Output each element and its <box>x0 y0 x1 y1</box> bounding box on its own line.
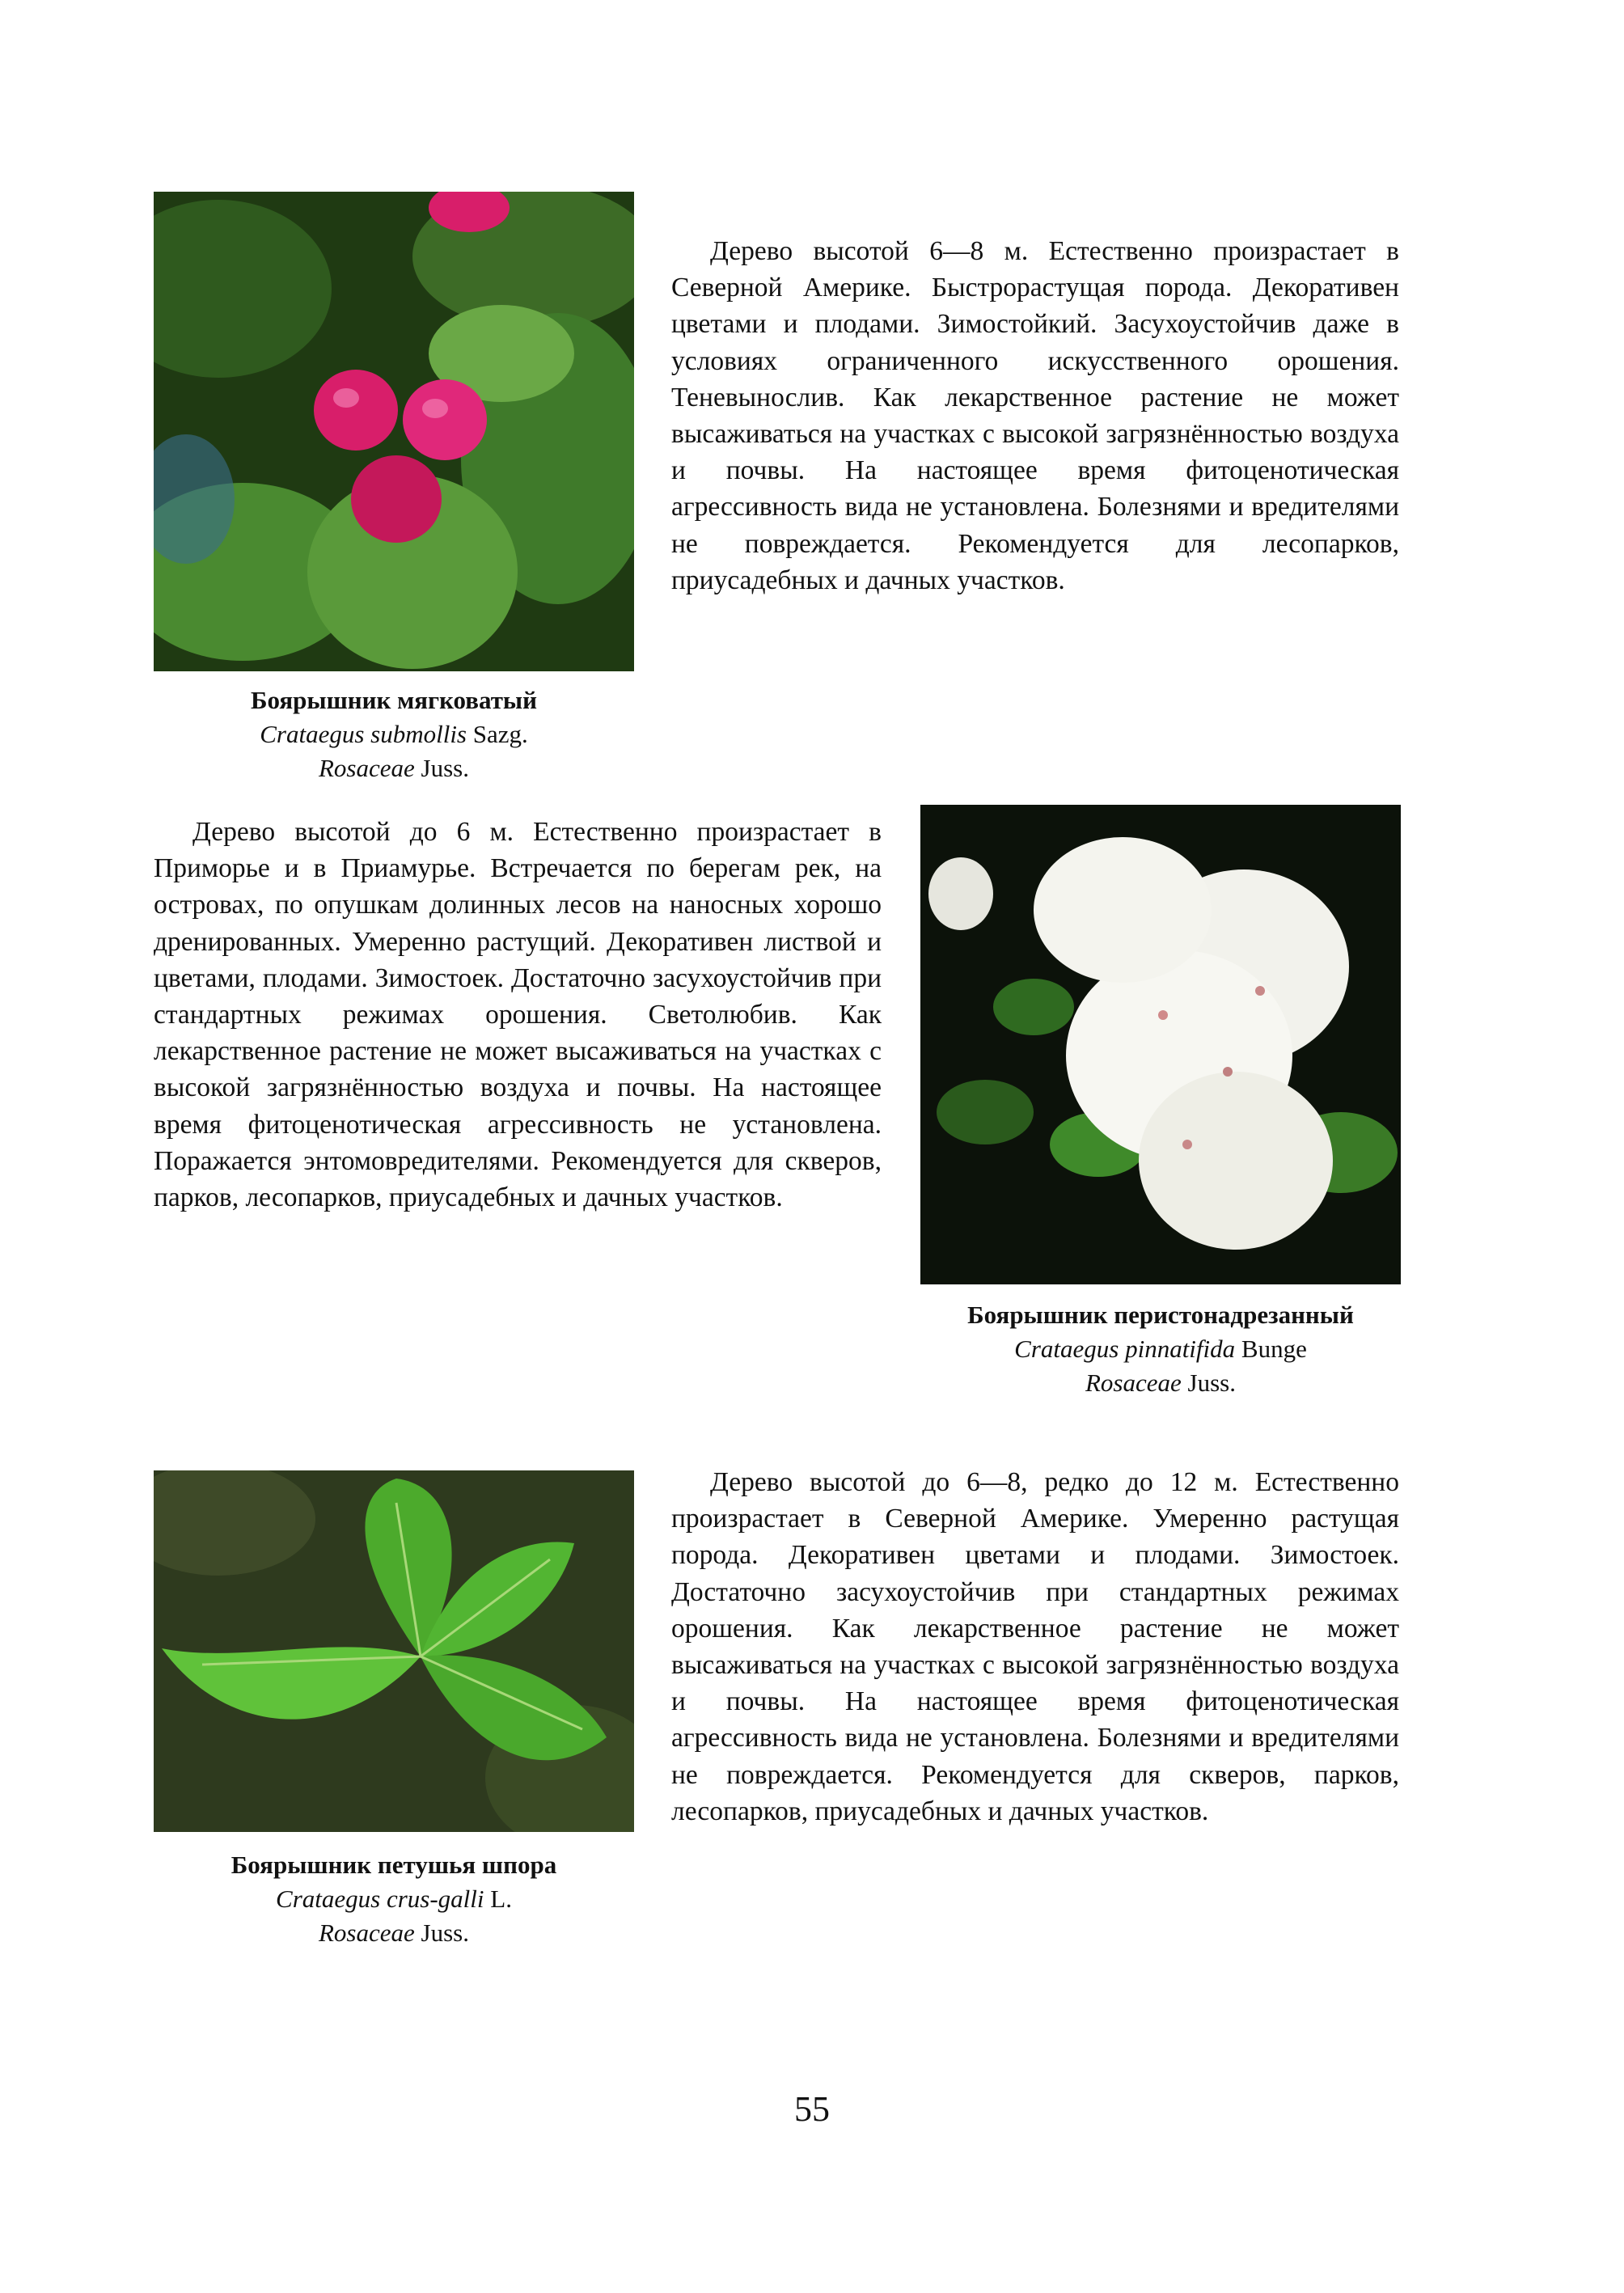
entry-2-caption <box>920 1298 1401 1400</box>
entry-3-family-author: Juss. <box>421 1919 469 1947</box>
entry-1-family <box>154 751 634 785</box>
entry-1-name-ru: Боярышник мягковатый <box>250 686 537 714</box>
entry-1-family-name: Rosaceae <box>319 754 415 782</box>
entry-3-latin-author: L. <box>490 1885 512 1913</box>
hawthorn-green-leaves-photo <box>154 1470 634 1832</box>
entry-3-latin-genus: Crataegus crus-galli <box>276 1885 484 1913</box>
entry-2-latin-genus: Crataegus pinnatifida <box>1014 1335 1236 1363</box>
hawthorn-white-flowers-photo <box>920 805 1401 1284</box>
entry-1-latin-genus: Crataegus submollis <box>260 720 467 748</box>
entry-3-latin-name <box>154 1882 634 1916</box>
entry-2-latin-author: Bunge <box>1241 1335 1307 1363</box>
entry-1-latin-name <box>154 717 634 751</box>
entry-3-caption <box>154 1848 634 1950</box>
entry-2-description-text: Дерево высотой до 6 м. Естественно произрастает в Приморье и в Приамурье. Встречается по берегам рек, на островах, по опушкам долинных лесов на наносных хорошо дренированных. Умеренно растущий. Декоративен листвой и цветами, плодами. Зимостоек. Достаточно засухоустойчив при стандартных режимах орошения. Светолюбив. Как лекарственное растение не может высаживаться на участках с высокой загрязнённостью воздуха и почвы. На настоящее время фитоценотическая агрессивность не установлена. Поражается энтомовредителями. Рекомендуется для скверов, парков, лесопарков, приусадебных и дачных участков. <box>154 817 882 1213</box>
entry-2-family <box>920 1366 1401 1400</box>
entry-3-description <box>671 1464 1399 1830</box>
entry-2-latin-name <box>920 1332 1401 1366</box>
entry-1-family-author: Juss. <box>421 754 469 782</box>
entry-1-caption <box>154 683 634 785</box>
page-number: 55 <box>794 2089 830 2129</box>
entry-2-family-author: Juss. <box>1187 1369 1236 1397</box>
entry-1-description <box>671 233 1399 599</box>
entry-3-family-name: Rosaceae <box>319 1919 415 1947</box>
entry-2-family-name: Rosaceae <box>1085 1369 1182 1397</box>
entry-2-description <box>154 814 882 1216</box>
entry-1-latin-author: Sazg. <box>472 720 528 748</box>
entry-2-name-ru: Боярышник перистонадрезанный <box>967 1301 1354 1329</box>
hawthorn-red-fruits-photo <box>154 192 634 671</box>
entry-3-description-text: Дерево высотой до 6—8, редко до 12 м. Естественно произрастает в Северной Америке. Умеренно растущая порода. Декоративен цветами и плодами. Зимостоек. Достаточно засухоустойчив при стандартных режимах орошения. Как лекарственное растение не может высаживаться на участках с высокой загрязнённостью воздуха и почвы. На настоящее время фитоценотическая агрессивность вида не установлена. Болезнями и вредителями не повреждается. Рекомендуется для скверов, парков, лесопарков, приусадебных и дачных участков. <box>671 1467 1399 1826</box>
entry-3-family <box>154 1916 634 1950</box>
entry-3-name-ru: Боярышник петушья шпора <box>230 1851 557 1879</box>
entry-1-description-text: Дерево высотой 6—8 м. Естественно произрастает в Северной Америке. Быстрорастущая порода. Декоративен цветами и плодами. Зимостойкий. Засухоустойчив даже в условиях ограниченного искусственного орошения. Теневынослив. Как лекарственное растение не может высаживаться на участках с высокой загрязнённостью воздуха и почвы. На настоящее время фитоценотическая агрессивность вида не установлена. Болезнями и вредителями не повреждается. Рекомендуется для лесопарков, приусадебных и дачных участков. <box>671 236 1399 595</box>
